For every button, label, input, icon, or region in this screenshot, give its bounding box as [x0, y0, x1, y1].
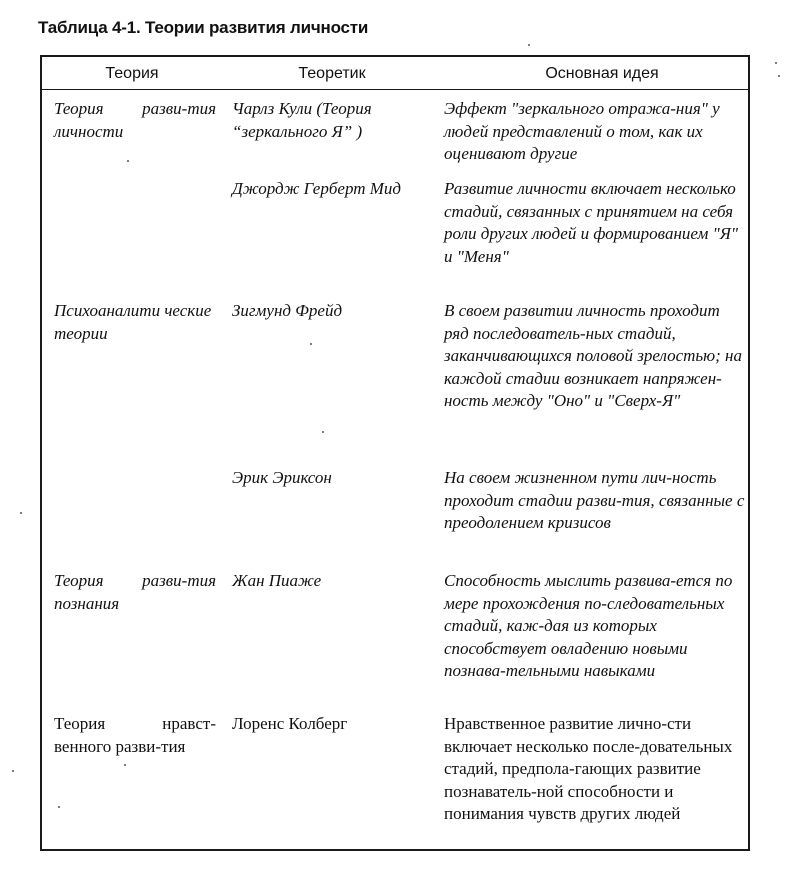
theory-cell: Теория разви-тия познания: [54, 571, 216, 613]
idea-cell: На своем жизненном пути лич-ность проходит стадии разви-тия, связанные с преодолением кризисов: [444, 468, 745, 532]
idea-cell: Нравственное развитие лично-сти включает несколько после-довательных стадий, предпола-гающих развитие познаватель-ной способности и понимания чувств других людей: [444, 714, 733, 823]
scan-speck: [310, 343, 312, 345]
column-header-main-idea: Основная идея: [545, 65, 659, 82]
scan-speck: [12, 770, 14, 772]
theorist-cell: Чарлз Кули (Теория “зеркального Я” ): [232, 99, 372, 141]
scan-speck: [124, 764, 126, 766]
theories-table: [40, 55, 750, 851]
scan-speck: [778, 75, 780, 77]
theorist-cell: Джордж Герберт Мид: [232, 179, 402, 198]
idea-cell: В своем развитии личность проходит ряд последователь-ных стадий, заканчивающихся половой зрелостью; на каждой стадии возникает напряжен-ность между "Оно" и "Сверх-Я": [444, 301, 742, 410]
theory-cell: Теория разви-тия личности: [54, 99, 216, 141]
theorist-cell: Лоренс Колберг: [232, 714, 348, 733]
idea-cell: Способность мыслить развива-ется по мере прохождения по-следовательных стадий, каж-дая из которых способствует овладению новыми познава-тельными навыками: [444, 571, 733, 680]
theory-cell: Теория нравст-венного разви-тия: [54, 714, 216, 756]
header-divider: [42, 89, 748, 90]
scan-speck: [127, 160, 129, 162]
scan-speck: [322, 431, 324, 433]
theorist-cell: Эрик Эриксон: [232, 468, 332, 487]
scan-speck: [58, 806, 60, 808]
theorist-cell: Жан Пиаже: [232, 571, 322, 590]
theory-cell: Психоаналити ческие теории: [54, 301, 212, 343]
idea-cell: Эффект "зеркального отража-ния" у людей представлений о том, как их оценивают другие: [444, 99, 720, 163]
theorist-cell: Зигмунд Фрейд: [232, 301, 343, 320]
column-header-theory: Теория: [105, 65, 159, 82]
scan-speck: [775, 62, 777, 64]
idea-cell: Развитие личности включает несколько стадий, связанных с принятием на себя роли других людей и формированием "Я" и "Меня": [444, 179, 739, 266]
scan-speck: [528, 44, 530, 46]
scan-speck: [20, 512, 22, 514]
column-header-theorist: Теоретик: [298, 65, 366, 82]
page-title: Таблица 4-1. Теории развития личности: [38, 18, 369, 37]
